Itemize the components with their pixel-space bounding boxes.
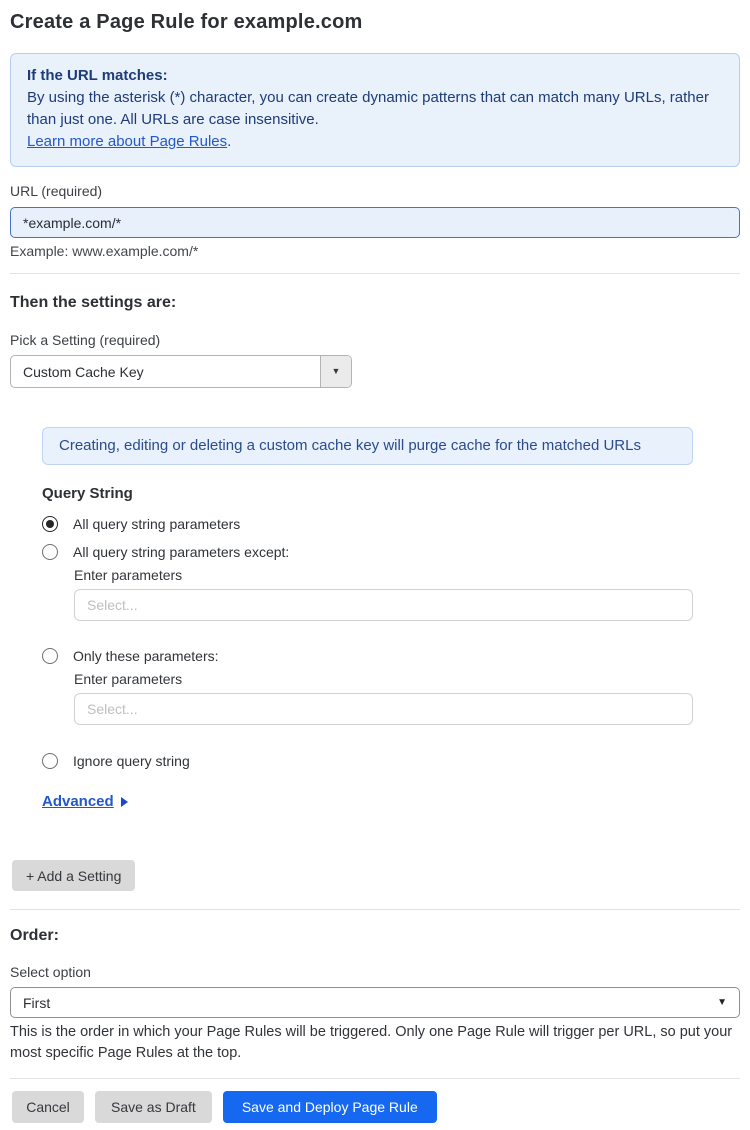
url-input-value: *example.com/* [23,214,122,231]
only-parameters-input[interactable] [74,693,693,725]
settings-heading: Then the settings are: [10,294,177,311]
order-select-value: First [23,994,51,1011]
radio-button-icon[interactable] [42,648,58,664]
learn-more-link[interactable]: Learn more about Page Rules [27,133,228,150]
radio-label: Ignore query string [73,752,190,769]
chevron-down-icon: ▼ [717,996,727,1008]
radio-label: Only these parameters: [73,647,219,664]
order-heading: Order: [10,927,59,944]
except-parameters-block [74,567,740,621]
add-setting-button[interactable]: + Add a Setting [12,860,135,891]
info-box-link-line [27,131,723,153]
url-field-hint: Example: www.example.com/* [10,243,199,259]
radio-dot [46,520,54,528]
save-and-deploy-button[interactable]: Save and Deploy Page Rule [223,1091,437,1123]
setting-picker-arrow-button[interactable] [320,356,351,387]
radio-option-all-params-except[interactable] [42,543,740,560]
advanced-link[interactable] [42,793,128,811]
setting-picker-dropdown[interactable] [10,355,352,388]
radio-option-all-params[interactable] [42,515,740,532]
cancel-button[interactable]: Cancel [12,1091,84,1123]
setting-picker-value: Custom Cache Key [23,363,144,380]
radio-option-ignore-query-string[interactable] [42,752,740,769]
info-box-heading: If the URL matches: [27,67,168,84]
cache-key-notice: Creating, editing or deleting a custom cache key will purge cache for the matched URLs [42,427,693,465]
except-parameters-input[interactable] [74,589,693,621]
radio-button-icon[interactable] [42,516,58,532]
link-suffix: . [227,133,232,150]
enter-parameters-label: Enter parameters [74,567,183,583]
url-field-label: URL (required) [10,183,103,199]
radio-button-icon[interactable] [42,544,58,560]
radio-button-icon[interactable] [42,753,58,769]
order-select-dropdown[interactable] [10,987,740,1018]
query-string-heading: Query String [42,485,133,502]
divider [10,1078,740,1079]
radio-option-only-these-params[interactable] [42,647,740,664]
page-title: Create a Page Rule for example.com [10,11,363,33]
order-select-label: Select option [10,964,91,980]
info-box-body: By using the asterisk (*) character, you can create dynamic patterns that can match many URLs, rather than just one. All URLs are case insensitive. [27,89,709,128]
advanced-link-label: Advanced [42,793,114,810]
radio-label: All query string parameters except: [73,543,290,560]
save-as-draft-button[interactable]: Save as Draft [95,1091,212,1123]
radio-label: All query string parameters [73,515,241,532]
divider [10,909,740,910]
url-match-info-box [10,53,740,167]
arrow-right-icon [121,797,128,807]
url-input[interactable] [10,207,740,238]
only-parameters-block [74,671,740,725]
enter-parameters-label: Enter parameters [74,671,183,687]
divider [10,273,740,274]
chevron-down-icon: ▼ [331,366,341,376]
setting-picker-label: Pick a Setting (required) [10,332,161,348]
order-description: This is the order in which your Page Rules will be triggered. Only one Page Rule will trigger per URL, so put your most specific Page Rules at the top. [10,1024,733,1061]
footer-actions [12,1091,740,1123]
query-string-section [42,485,740,811]
